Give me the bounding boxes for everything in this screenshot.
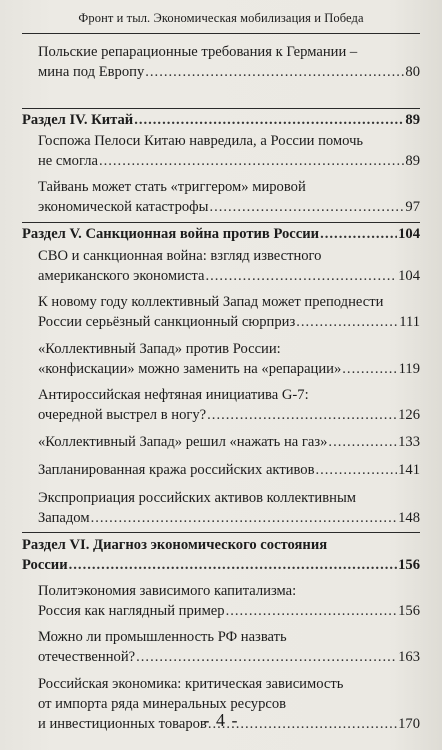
- toc-page-number: 163: [398, 648, 420, 665]
- toc-entry-text: Западом: [38, 509, 90, 526]
- section-rule: [22, 532, 420, 533]
- leader-dots: [69, 556, 397, 576]
- leader-dots: [209, 198, 404, 218]
- toc-page-number: 170: [398, 716, 420, 732]
- toc-section-line: [22, 225, 420, 245]
- toc-page-number: 156: [398, 556, 420, 573]
- toc-section-china[interactable]: [22, 111, 420, 131]
- toc-entry-g7-oil[interactable]: [38, 386, 420, 425]
- leader-dots: [205, 267, 397, 287]
- toc-entry-line: Госпожа Пелоси Китаю навредила, а России помочь: [38, 133, 364, 149]
- toc-entry-text: отечественной?: [38, 648, 136, 665]
- toc-entry-pelosi[interactable]: [38, 132, 420, 171]
- toc-entry-line: Антироссийская нефтяная инициатива G-7:: [38, 387, 309, 403]
- toc-entry-line: Можно ли промышленность РФ назвать: [38, 629, 287, 645]
- toc-entry-text: Запланированная кража российских активов: [38, 462, 315, 478]
- toc-entry-asset-theft[interactable]: [38, 461, 420, 481]
- toc-page-number: 141: [398, 462, 420, 478]
- toc-entry-last-line: [38, 602, 420, 622]
- toc-entry-text: американского экономиста: [38, 267, 205, 284]
- toc-entry-last-line: [38, 152, 420, 172]
- toc-entry-last-line: [38, 360, 420, 380]
- toc-page-number: 119: [398, 360, 420, 377]
- toc-page-number: 111: [399, 313, 420, 330]
- toc-entry-text: «Коллективный Запад» решил «нажать на газ»: [38, 434, 328, 450]
- toc-section-diagnosis[interactable]: [22, 536, 420, 575]
- toc-entry-line: Российская экономика: критическая зависимость: [38, 676, 344, 692]
- toc-entry-text: экономической катастрофы: [38, 198, 209, 215]
- toc-entry-text: Россия как наглядный пример: [38, 602, 225, 619]
- toc-entry-last-line: [38, 509, 420, 529]
- leader-dots: [99, 152, 404, 172]
- toc-entry-last-line: [38, 267, 420, 287]
- toc-entry-last-line: [38, 406, 420, 426]
- toc-section-sanctions[interactable]: [22, 225, 420, 245]
- toc-entry-last-line: [38, 433, 420, 453]
- toc-entry-line: Политэкономия зависимого капитализма:: [38, 583, 297, 599]
- toc-entry-last-line: [38, 63, 420, 83]
- leader-dots: [315, 461, 397, 481]
- toc-entry-polish-reparations[interactable]: [38, 43, 420, 82]
- toc-page-number: 97: [405, 198, 420, 215]
- toc-page-number: 89: [405, 112, 420, 128]
- toc-entry-new-year-surprise[interactable]: [38, 293, 420, 332]
- toc-entry-line: К новому году коллективный Запад может преподнести: [38, 294, 384, 310]
- leader-dots: [296, 313, 398, 333]
- toc-entry-last-line: [38, 648, 420, 668]
- toc-entry-svo-sanctions[interactable]: [38, 247, 420, 286]
- toc-page-number: 156: [398, 602, 420, 619]
- toc-entry-last-line: [38, 198, 420, 218]
- toc-entry-text: не смогла: [38, 152, 98, 169]
- toc-page-number: 104: [398, 267, 420, 284]
- toc-page-number: 133: [398, 434, 420, 450]
- leader-dots: [320, 225, 397, 245]
- toc-entry-line: Польские репарационные требования к Германии –: [38, 44, 358, 60]
- toc-entry-line: СВО и санкционная война: взгляд известного: [38, 248, 322, 264]
- toc-page-number: 126: [398, 406, 420, 423]
- toc-entry-text: и инвестиционных товаров: [38, 716, 207, 732]
- toc-entry-dependent-capitalism[interactable]: [38, 582, 420, 621]
- toc-entry-taiwan[interactable]: [38, 178, 420, 217]
- leader-dots: [145, 63, 404, 83]
- section-rule: [22, 222, 420, 223]
- leader-dots: [328, 433, 397, 453]
- toc-section-line: [22, 111, 420, 131]
- toc-entry-text: мина под Европу: [38, 63, 145, 80]
- toc-entry-last-line: [38, 461, 420, 481]
- toc-entry-gas[interactable]: [38, 433, 420, 453]
- toc-entry-text: «конфискации» можно заменить на «репарации»: [38, 360, 342, 377]
- leader-dots: [342, 360, 397, 380]
- toc-entry-text: России серьёзный санкционный сюрприз: [38, 313, 296, 330]
- toc-entry-line: Тайвань может стать «триггером» мировой: [38, 179, 306, 195]
- toc-page-number: 148: [398, 509, 420, 526]
- toc-page-number: 104: [398, 226, 420, 242]
- toc-section-title: Раздел IV. Китай: [22, 112, 134, 128]
- leader-dots: [226, 602, 398, 622]
- leader-dots: [207, 406, 397, 426]
- toc-entry-expropriation[interactable]: [38, 489, 420, 528]
- leader-dots: [134, 111, 404, 131]
- section-rule: [22, 108, 420, 109]
- toc-entry-line: Экспроприация российских активов коллективным: [38, 490, 356, 506]
- leader-dots: [91, 509, 398, 529]
- toc-section-line: Раздел VI. Диагноз экономического состояния: [22, 537, 328, 553]
- toc-entry-line: от импорта ряда минеральных ресурсов: [38, 696, 287, 712]
- toc-entry-last-line: [38, 313, 420, 333]
- running-head: Фронт и тыл. Экономическая мобилизация и Победа: [78, 11, 364, 25]
- toc-entry-domestic-industry[interactable]: [38, 628, 420, 667]
- toc-page-number: 89: [405, 152, 420, 169]
- toc-section-last-line: [22, 556, 420, 576]
- toc-entry-text: очередной выстрел в ногу?: [38, 406, 207, 423]
- toc-entry-line: «Коллективный Запад» против России:: [38, 341, 281, 357]
- page-number: - 4 -: [203, 710, 239, 730]
- leader-dots: [136, 648, 397, 668]
- toc-section-title: Раздел V. Санкционная война против России: [22, 226, 320, 242]
- toc-section-title: России: [22, 556, 68, 573]
- toc-page-number: 80: [405, 63, 420, 80]
- toc-entry-confiscations[interactable]: [38, 340, 420, 379]
